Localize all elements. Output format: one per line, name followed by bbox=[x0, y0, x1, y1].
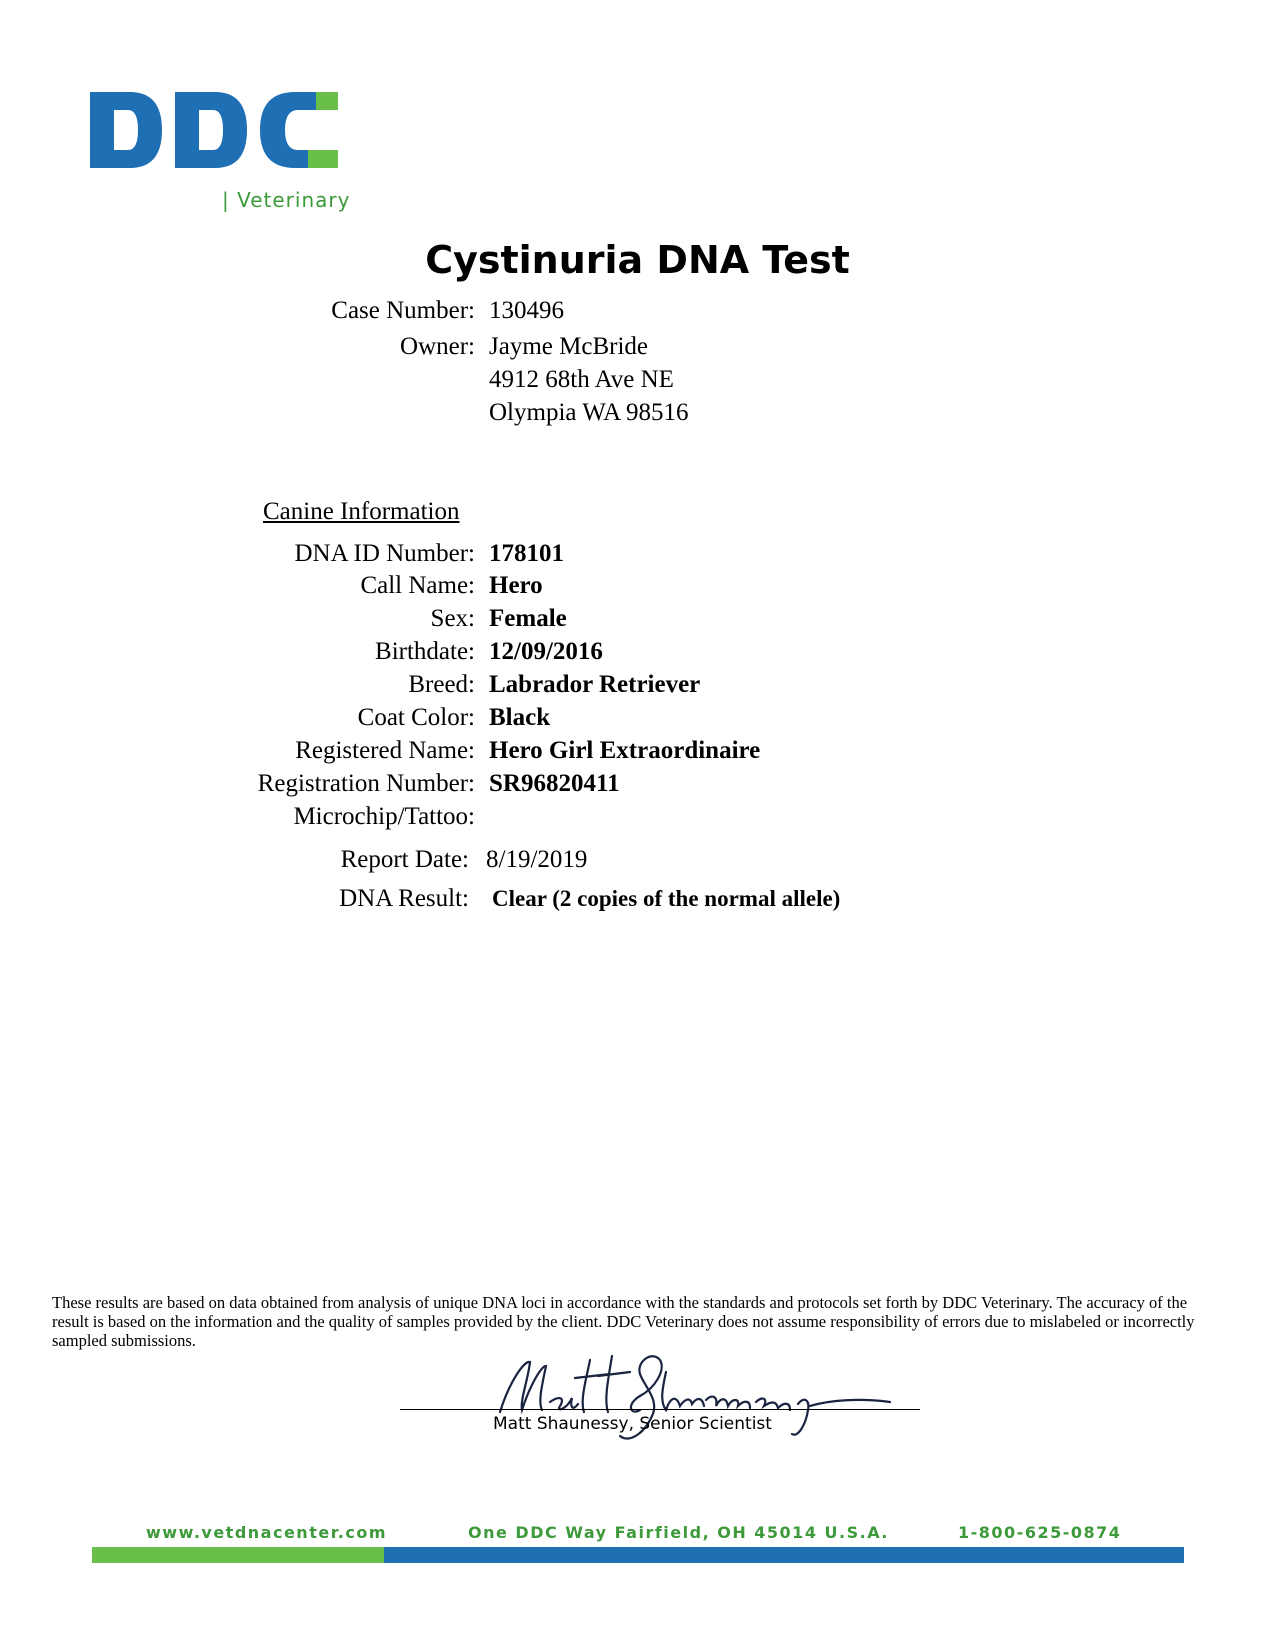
dna-id-label: DNA ID Number: bbox=[294, 540, 475, 567]
report-date-label: Report Date: bbox=[340, 846, 469, 873]
owner-label: Owner: bbox=[400, 333, 475, 360]
microchip-label: Microchip/Tattoo: bbox=[293, 803, 475, 830]
owner-name: Jayme McBride bbox=[489, 333, 648, 360]
case-number-value: 130496 bbox=[489, 297, 564, 324]
logo-subtitle: | Veterinary bbox=[222, 188, 351, 212]
footer-bar-blue bbox=[384, 1547, 1184, 1563]
dna-result-label: DNA Result: bbox=[339, 885, 469, 912]
disclaimer-text: These results are based on data obtained from analysis of unique DNA loci in accordance with the standards and protocols set forth by DDC Veterinary. The accuracy of the result is based on the information and the quality of samples provided by the client. DDC Veterinary does not assume responsibility of errors due to mislabeled or incorrectly sampled submissions. bbox=[52, 1293, 1195, 1350]
breed-value: Labrador Retriever bbox=[489, 671, 701, 698]
call-name-value: Hero bbox=[489, 572, 543, 599]
registration-number-label: Registration Number: bbox=[257, 770, 475, 797]
report-date-value: 8/19/2019 bbox=[486, 846, 588, 873]
dna-result-value: Clear (2 copies of the normal allele) bbox=[492, 886, 841, 911]
coat-color-label: Coat Color: bbox=[357, 704, 475, 731]
case-number-label: Case Number: bbox=[331, 297, 475, 324]
signature-line bbox=[400, 1409, 920, 1410]
owner-address-line2: Olympia WA 98516 bbox=[489, 399, 689, 426]
registration-number-value: SR96820411 bbox=[489, 770, 620, 797]
document-title: Cystinuria DNA Test bbox=[425, 238, 850, 282]
sex-value: Female bbox=[489, 605, 567, 632]
signer-name-title: Matt Shaunessy, Senior Scientist bbox=[493, 1414, 772, 1434]
registered-name-value: Hero Girl Extraordinaire bbox=[489, 737, 761, 764]
footer-address: One DDC Way Fairfield, OH 45014 U.S.A. bbox=[468, 1523, 889, 1542]
registered-name-label: Registered Name: bbox=[295, 737, 475, 764]
canine-info-heading: Canine Information bbox=[263, 498, 460, 525]
owner-address-line1: 4912 68th Ave NE bbox=[489, 366, 674, 393]
call-name-label: Call Name: bbox=[360, 572, 475, 599]
coat-color-value: Black bbox=[489, 704, 551, 731]
birthdate-value: 12/09/2016 bbox=[489, 638, 603, 665]
dna-id-value: 178101 bbox=[489, 540, 564, 567]
footer-bar-green bbox=[92, 1547, 384, 1563]
birthdate-label: Birthdate: bbox=[375, 638, 475, 665]
footer-website: www.vetdnacenter.com bbox=[146, 1523, 388, 1542]
footer-phone: 1-800-625-0874 bbox=[958, 1523, 1122, 1542]
sex-label: Sex: bbox=[430, 605, 475, 632]
breed-label: Breed: bbox=[408, 671, 475, 698]
